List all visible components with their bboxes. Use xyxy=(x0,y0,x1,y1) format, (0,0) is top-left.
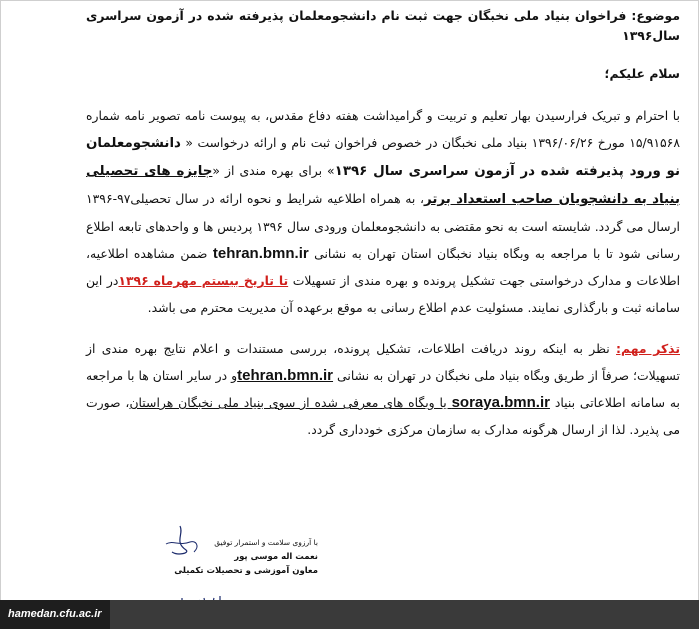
website-link-tehran-note[interactable]: tehran.bmn.ir xyxy=(237,367,334,384)
bold-phrase-admission: دانشجومعلمان نو ورود پذیرفته شده در آزمون سراسری سال ۱۳۹۶ xyxy=(86,136,680,179)
signature-block xyxy=(128,536,318,578)
paragraph-text: در این سامانه ثبت و بارگذاری نمایند. مسئولیت عدم اطلاع رسانی به موقع برعهده آن مدیریت محترم می باشد. xyxy=(86,273,680,315)
important-note xyxy=(86,335,680,443)
subject-text: فراخوان بنیاد ملی نخبگان جهت ثبت نام دانشجومعلمان پذیرفته شده در آزمون سراسری سال۱۳۹۶ xyxy=(86,8,680,43)
paragraph-text: » برای بهره مندی از « xyxy=(212,163,335,178)
note-text: و در سایر استان ها با مراجعه به سامانه اطلاعاتی بنیاد xyxy=(86,368,680,410)
bold-phrase-awards: جایزه های تحصیلی بنیاد به دانشجویان صاحب استعداد برتر xyxy=(86,164,680,207)
note-label: تذکر مهم: xyxy=(616,341,680,356)
website-link-soraya[interactable]: soraya.bmn.ir xyxy=(451,394,550,411)
paragraph-text: ، به همراه اطلاعیه شرایط و نحوه ارائه در سال تحصیلی۹۷-۱۳۹۶ ارسال می گردد. شایسته است به نحو مقتضی به دانشجومعلمان ورودی سال ۱۳۹۶ پردیس ها و واحدهای تابعه اطلاع رسانی شود تا با مراجعه به وبگاه بنیاد نخبگان استان تهران به نشانی xyxy=(86,191,680,261)
note-text-underlined: یا وبگاه های معرفی شده از سوی بنیاد ملی نخبگان هرا xyxy=(156,395,452,410)
website-link-tehran[interactable]: tehran.bmn.ir xyxy=(212,245,309,262)
note-text-underlined: ستان xyxy=(129,395,157,410)
signatory-name: نعمت اله موسی پور xyxy=(234,552,318,562)
deadline-phrase: تا تاریخ بیستم مهرماه ۱۳۹۶ xyxy=(118,273,289,288)
letter-subject xyxy=(86,6,680,46)
salutation: سلام علیکم؛ xyxy=(604,66,680,81)
paragraph-text: ضمن مشاهده اطلاعیه، اطلاعات و مدارک درخواستی جهت تشکیل پرونده و بهره مندی از تسهیلات xyxy=(86,246,681,288)
footer-site-badge[interactable]: hamedan.cfu.ac.ir xyxy=(0,600,110,629)
subject-label: موضوع: xyxy=(631,8,680,23)
note-text: نظر به اینکه روند دریافت اطلاعات، تشکیل پرونده، بررسی مستندات و اعلام نتایج بهره مندی از تسهیلات؛ صرفاً از طریق وبگاه بنیاد ملی نخبگان در تهران به نشانی xyxy=(86,341,680,383)
closing-line: با آرزوی سلامت و استمرار توفیق xyxy=(214,538,318,547)
paragraph-text: با احترام و تبریک فرارسیدن بهار تعلیم و تربیت و گرامیداشت هفته دفاع مقدس، به پیوست نامه تصویر نامه شماره ۱۵/۹۱۵۶۸ مورخ ۱۳۹۶/۰۶/۲۶ بنیاد ملی نخبگان در خصوص فراخوان ثبت نام و ارائه درخواست « xyxy=(86,108,680,150)
signatory-title: معاون آموزشی و تحصیلات تکمیلی xyxy=(174,566,318,576)
note-text: ، صورت می پذیرد. لذا از ارسال هرگونه مدارک به سازمان مرکزی خودداری گردد. xyxy=(86,395,680,437)
main-paragraph xyxy=(86,102,680,321)
letter-body xyxy=(86,6,680,443)
